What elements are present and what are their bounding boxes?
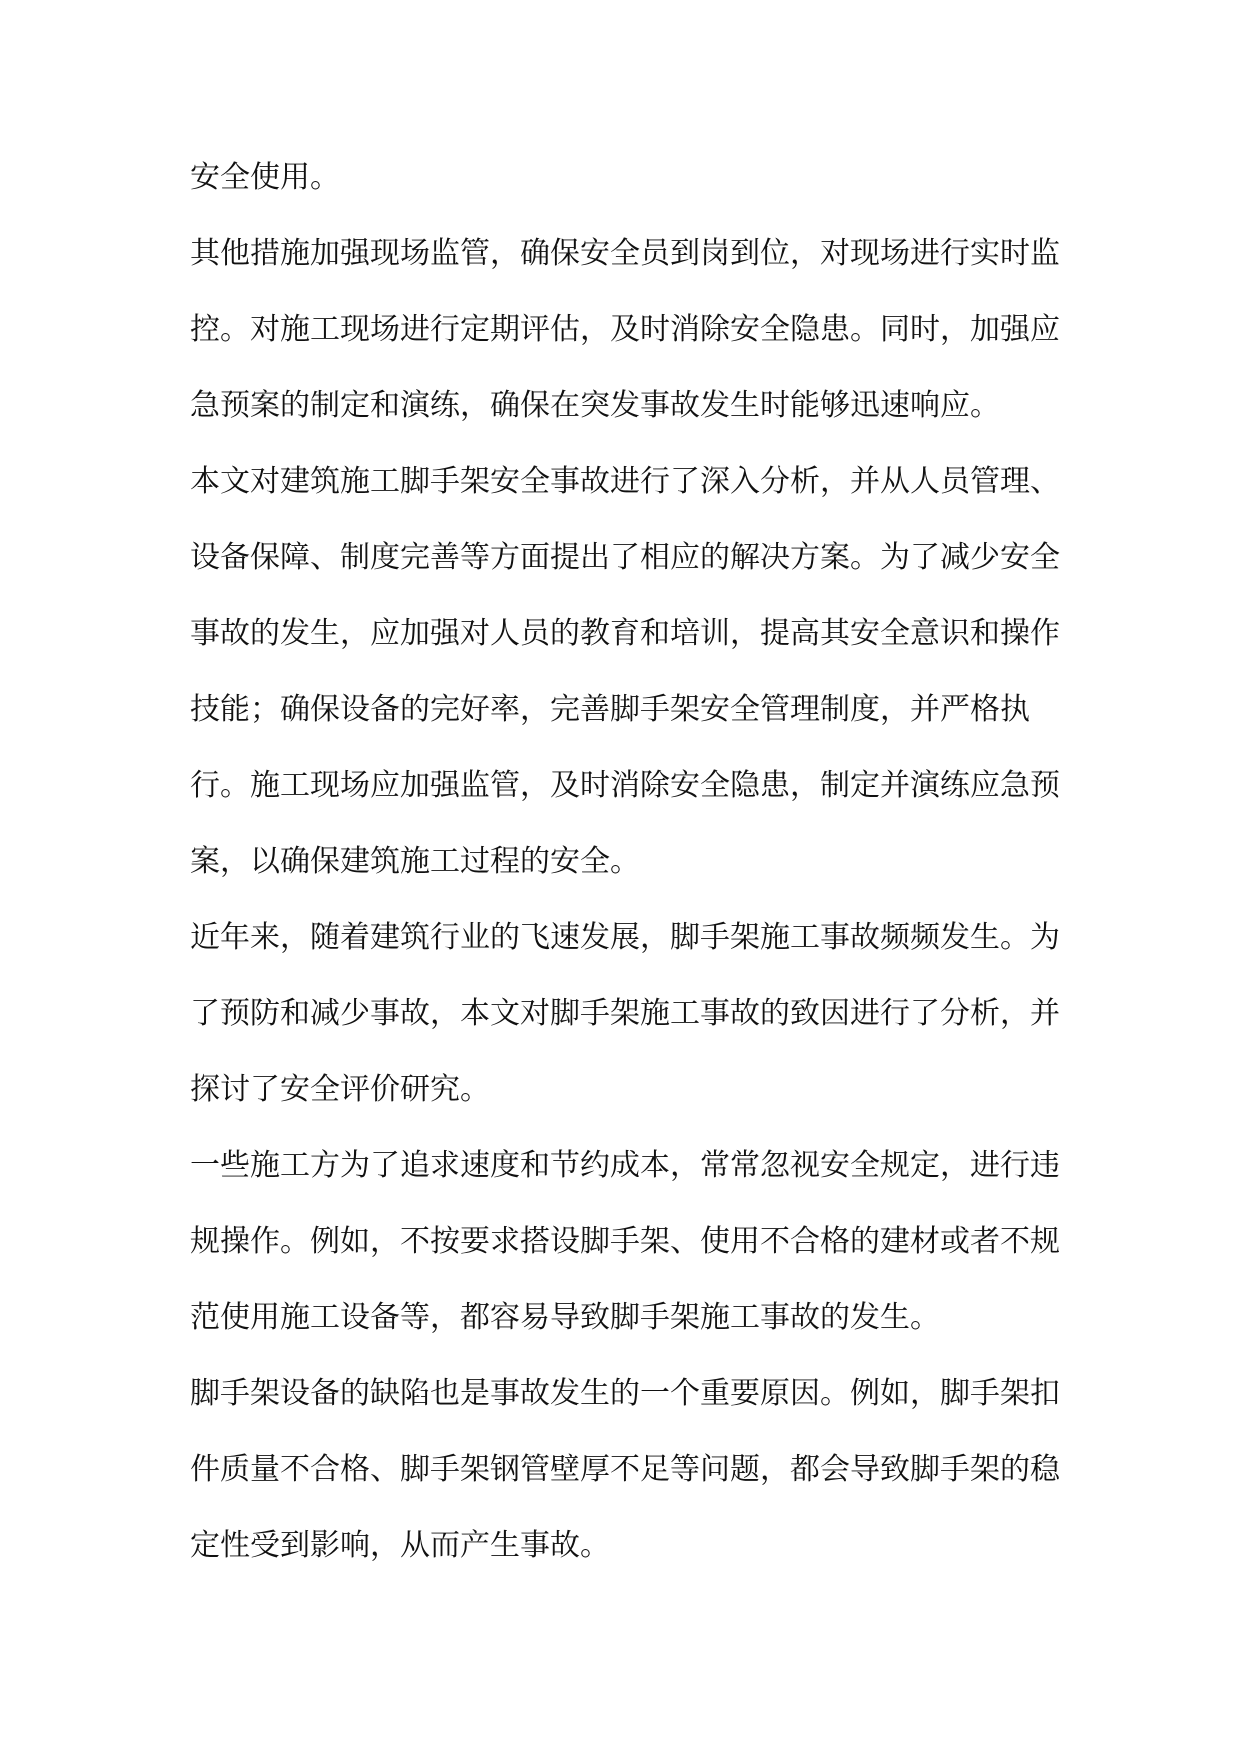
text-line: 安全使用。: [190, 160, 340, 195]
text-line: 行。施工现场应加强监管，及时消除安全隐患，制定并演练应急预: [190, 768, 1060, 803]
text-line: 急预案的制定和演练，确保在突发事故发生时能够迅速响应。: [190, 388, 1000, 423]
text-line: 控。对施工现场进行定期评估，及时消除安全隐患。同时，加强应: [190, 312, 1060, 347]
text-line: 了预防和减少事故，本文对脚手架施工事故的致因进行了分析，并: [190, 996, 1060, 1031]
text-line: 一些施工方为了追求速度和节约成本，常常忽视安全规定，进行违: [190, 1148, 1060, 1183]
text-line: 事故的发生，应加强对人员的教育和培训，提高其安全意识和操作: [190, 616, 1060, 651]
text-line: 本文对建筑施工脚手架安全事故进行了深入分析，并从人员管理、: [190, 464, 1060, 499]
text-line: 定性受到影响，从而产生事故。: [190, 1528, 610, 1563]
text-line: 技能；确保设备的完好率，完善脚手架安全管理制度，并严格执: [190, 692, 1030, 727]
text-line: 探讨了安全评价研究。: [190, 1072, 490, 1107]
text-line: 件质量不合格、脚手架钢管壁厚不足等问题，都会导致脚手架的稳: [190, 1452, 1060, 1487]
text-line: 近年来，随着建筑行业的飞速发展，脚手架施工事故频频发生。为: [190, 920, 1060, 955]
text-line: 范使用施工设备等，都容易导致脚手架施工事故的发生。: [190, 1300, 940, 1335]
text-line: 脚手架设备的缺陷也是事故发生的一个重要原因。例如，脚手架扣: [190, 1376, 1060, 1411]
text-line: 规操作。例如，不按要求搭设脚手架、使用不合格的建材或者不规: [190, 1224, 1060, 1259]
text-line: 案，以确保建筑施工过程的安全。: [190, 844, 640, 879]
body-text: [190, 140, 1060, 1584]
text-line: 设备保障、制度完善等方面提出了相应的解决方案。为了减少安全: [190, 540, 1060, 575]
text-line: 其他措施加强现场监管，确保安全员到岗到位，对现场进行实时监: [190, 236, 1060, 271]
